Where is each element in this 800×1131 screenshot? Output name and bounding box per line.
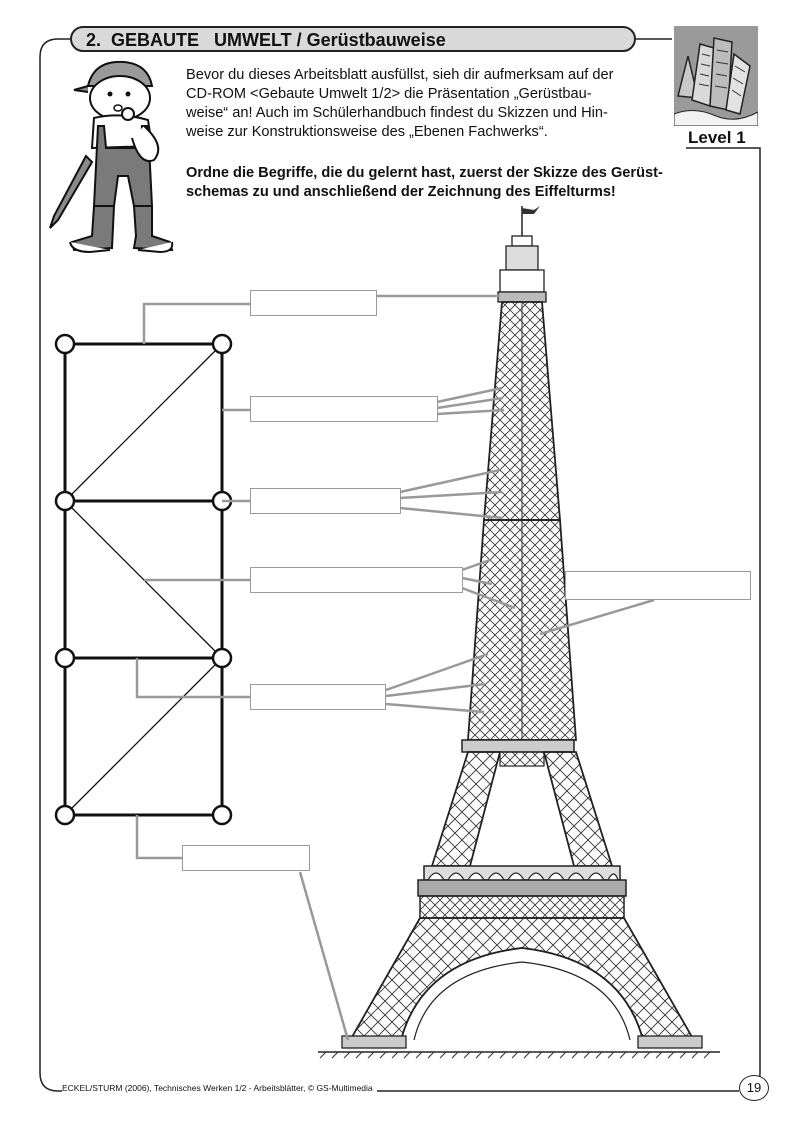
answer-box[interactable]	[565, 571, 751, 600]
level-label: Level 1	[688, 128, 746, 147]
task-line: Ordne die Begriffe, die du gelernt hast, zuerst der Skizze des Gerüst-	[186, 165, 663, 181]
answer-box[interactable]	[250, 396, 438, 422]
intro-line: Bevor du dieses Arbeitsblatt ausfüllst, sieh dir aufmerksam auf der	[186, 67, 614, 83]
eiffel-tower-drawing	[318, 206, 720, 1058]
footer-credit: ECKEL/STURM (2006), Technisches Werken 1/2 - Arbeitsblätter, © GS-Multimedia	[62, 1083, 377, 1093]
answer-box[interactable]	[182, 845, 310, 871]
intro-line: weise zur Konstruktionsweise des „Ebenen Fachwerks“.	[186, 124, 548, 140]
intro-line: CD-ROM <Gebaute Umwelt 1/2> die Präsentation „Gerüstbau-	[186, 86, 592, 102]
intro-line: weise“ an! Auch im Schülerhandbuch findest du Skizzen und Hin-	[186, 105, 608, 121]
answer-box[interactable]	[250, 684, 386, 710]
task-line: schemas zu und anschließend der Zeichnung des Eiffelturms!	[186, 184, 616, 200]
answer-box[interactable]	[250, 290, 377, 316]
answer-box[interactable]	[250, 488, 401, 514]
page-number: 19	[739, 1075, 769, 1101]
page-title: 2. GEBAUTE UMWELT / Gerüstbauweise	[86, 30, 446, 50]
answer-box[interactable]	[250, 567, 463, 593]
